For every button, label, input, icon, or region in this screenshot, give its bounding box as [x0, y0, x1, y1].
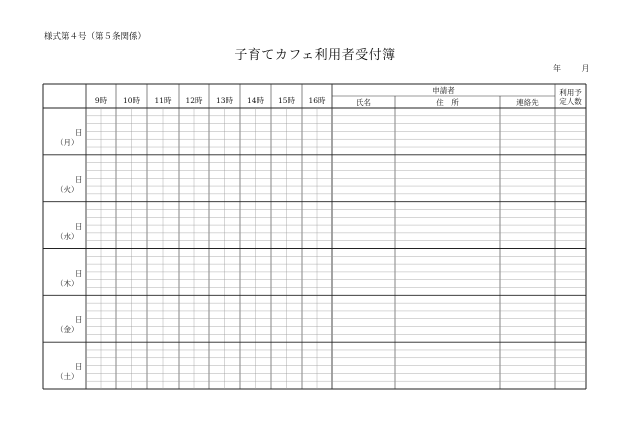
weekday-fri: （金）: [56, 325, 79, 335]
day-label-sat: 日: [75, 362, 83, 372]
day-label-tue: 日: [75, 174, 83, 184]
hour-header-13: 13時: [215, 96, 234, 105]
day-label-fri: 日: [75, 315, 83, 325]
year-label: 年: [553, 64, 561, 73]
address-column-header: 住 所: [436, 98, 459, 107]
weekday-tue: （火）: [56, 184, 79, 194]
day-label-mon: 日: [75, 128, 83, 137]
hour-header-16: 16時: [308, 96, 326, 105]
hour-header-15: 15時: [277, 96, 296, 105]
planned-users-header-line1: 利用予: [559, 88, 582, 97]
weekday-sat: （土）: [56, 372, 79, 382]
weekday-thu: （木）: [56, 278, 79, 288]
hour-header-14: 14時: [246, 96, 265, 105]
month-label: 月: [581, 64, 590, 73]
day-label-thu: 日: [75, 268, 83, 278]
hour-header-9: 9時: [94, 96, 108, 105]
applicant-header: 申請者: [432, 86, 455, 95]
form-number: 様式第４号（第５条関係）: [44, 32, 147, 42]
weekday-wed: （水）: [56, 231, 79, 241]
planned-users-header-line2: 定人数: [559, 97, 582, 106]
hour-header-10: 10時: [122, 96, 141, 105]
hour-header-11: 11時: [154, 96, 172, 105]
hour-header-12: 12時: [185, 96, 203, 105]
weekday-mon: （月）: [56, 138, 79, 147]
contact-column-header: 連絡先: [516, 98, 539, 107]
name-column-header: 氏名: [356, 98, 371, 107]
day-label-wed: 日: [75, 221, 83, 231]
page-title: 子育てカフェ利用者受付簿: [234, 48, 396, 63]
